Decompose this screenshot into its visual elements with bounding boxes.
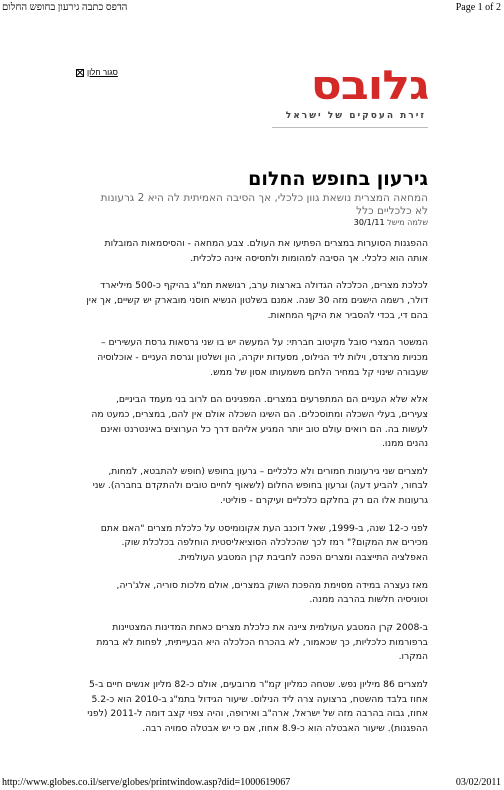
masthead-divider <box>272 127 428 128</box>
logo-tagline: זירת העסקים של ישראל <box>285 111 426 121</box>
globes-logo: גלובס <box>310 63 428 109</box>
body-paragraph: אלא שלא העניים הם המתפרעים במצרים. המפגינים הם לרוב בני מעמד הביניים, צעירים, בעלי השכלה ומתוסכלים. הם השיגו השכלה אולם אין להם, במצרים, כמעט מה לעשות בה. הם רואים עולם טוב יותר המגיע אליהם דרך כל הערוצים באינטרנט ואינם נהנים ממנו. <box>91 394 428 450</box>
print-footer-url: http://www.globes.co.il/serve/globes/printwindow.asp?did=1000619067 <box>2 777 291 788</box>
body-paragraph: מאז נעצרה במידה מסוימת מהפכת השוק במצרים, אולם מלכות סוריה, אלג'ריה, וטוניסיה חלשות בהרבה ממנה. <box>116 579 428 606</box>
article-byline <box>354 218 428 227</box>
article-subtitle: המחאה המצרית נושאת גוון כלכלי, אך הסיבה האמיתית לה היא 2 גרעונות לא כלכליים כלל <box>100 192 428 217</box>
body-paragraph: לפני כ-12 שנה, ב-1999, שאל דוכנב העת אקונומיסט על כלכלת מצרים "האם אתם מכירים את המקום?" רמז לכך שהכלכלה הסוציאליסטית הוחלפה בכלכלת שוק. האפלציה התייצבה ומצרים הפכה לחביבת קרן המטבע העולמית. <box>100 522 428 564</box>
print-header-page-number: Page 1 of 2 <box>455 2 501 13</box>
publish-date: 30/1/11 <box>353 218 385 227</box>
close-window-control[interactable] <box>76 68 118 77</box>
close-icon[interactable] <box>76 69 84 77</box>
body-paragraph: ההפגנות הסוערות במצרים הפתיעו את העולם. צבע המחאה - והסיסמאות המובלות אותה הוא כלכלי. אך הסיבה למהומות ולתסיסה אינה כלכלית. <box>104 238 428 264</box>
article-title: גירעון בחופש החלום <box>248 168 428 190</box>
body-paragraph: לכלכת מצרים, הכלכלה הגדולה בארצות ערב, רגושאת תמ"ג בהיקף כ-500 מיליארד דולר, רשמה הישגים מזה 30 שנה. אמנם בשלטון הנשיא חוסני מובארק יש קשיים, אך אין בהם די, בכדי להסביר את היקף המחאות. <box>86 280 428 321</box>
print-header-title: הדפס כתבה גירעון בחופש החלום <box>2 2 128 13</box>
author-name: שלמה מישל <box>387 218 428 227</box>
print-footer-date: 03/02/2011 <box>455 777 501 788</box>
body-paragraph: ב-2008 קרן המטבע העולמית ציינה את כלכלת מצרים כאחת המדינות המצטיינות ברפורמות כלכליות, כך שכאמור, לא בהכרח הכלכלה היא הבעייתית, לפחות לא ברמת המקרו. <box>96 622 428 663</box>
body-paragraph: המשטר המצרי סובל מקיטוב חברתי: על המעשה יש בו שני גרסאות גרסת העשירים – מכניות מרצדס, וילות ליד הנילוס, מסעדות יוקרה, הון ושלטון וגרסת העניים - אוכלוסיה שעבורה שינוי קל במחיר הלחם משמעותו אסון של ממש. <box>97 337 428 378</box>
close-window-link[interactable]: סגור חלון <box>87 68 118 77</box>
body-paragraph: למצרים שני גירעונות חמורים ולא כלכליים – גרעון בחופש (חופש להתבטא, למחות, לבחור, להביע דעה) וגרעון בחופש החלום (לשאוף לחיים טובים ולהתקדם בחברה). שני גרעונות אלו הם רק בחלקם כלכליים ועיקרם - פוליטי. <box>92 465 428 507</box>
article-body <box>84 237 428 750</box>
body-paragraph: למצרים 86 מיליון נפש. שטחה כמליון קמ"ר מרובעים, אולם כ-82 מליון אנשים חיים ב-5 אחוז בלבד מהשטח, ברצועה צרה ליד הנילוס. שיעור הגידול בתמ"ג ב-2010 הוא כ-5.2 אחוז, גבוה בהרבה מזה של ישראל, ארה"ב ואירופה, והיה צפוי קצב דומה ל-2011 (לפני ההפגנות). שיעור האבטלה הוא כ-8.9 אחוז, אם כי יש אבטלה סמויה רבה. <box>87 679 428 734</box>
